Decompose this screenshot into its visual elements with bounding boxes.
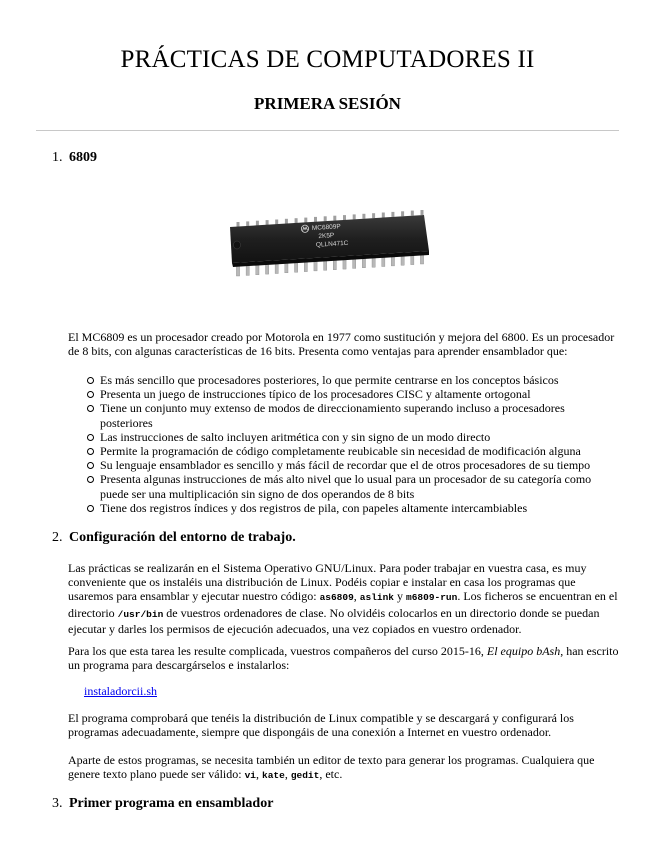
config-paragraph-2 — [68, 644, 620, 672]
horizontal-rule — [36, 130, 619, 131]
page-title: PRÁCTICAS DE COMPUTADORES II — [120, 46, 535, 73]
intro-paragraph: El MC6809 es un procesador creado por Motorola en 1977 como sustitución y mejora del 6800. Es un procesador de 8 bits, con algunas características de 16 bits. Presenta como ventajas para aprender ensamblador que: — [68, 330, 615, 359]
advantage-item: Tiene dos registros índices y dos registros de pila, con papeles altamente intercambiables — [86, 501, 620, 515]
config-paragraph-1 — [68, 561, 620, 636]
code-kate: kate — [262, 770, 285, 782]
chip-pin — [246, 221, 249, 226]
code-m6809-run: m6809-run — [406, 592, 458, 604]
chip-pin — [314, 217, 317, 222]
section-number: 3. — [52, 796, 63, 811]
chip-pin — [266, 220, 269, 225]
chip-pin — [353, 214, 356, 219]
section-title: Configuración del entorno de trabajo. — [69, 530, 296, 545]
section-heading-3 — [52, 796, 273, 812]
chip-pin — [372, 213, 375, 218]
text-span: de vuestros ordenadores de clase. No olvidéis colocarlos en un directorio donde se puedan ejecutar y darles los permisos de ejecución adecuados, una vez copiados en vuestro ordenador. — [68, 605, 600, 636]
code-usr-bin: /usr/bin — [117, 608, 164, 620]
advantages-list — [86, 373, 620, 515]
text-span: . Los ficheros se encuentran en el directorio — [68, 589, 618, 620]
chip-pin — [295, 218, 298, 223]
text-span: , — [353, 589, 360, 604]
chip-pin — [304, 218, 307, 223]
chip-pin — [401, 211, 404, 216]
chip-pin — [256, 221, 259, 226]
chip-pin — [275, 220, 278, 225]
section-title: 6809 — [69, 150, 97, 165]
advantage-item: Presenta algunas instrucciones de más alto nivel que lo usual para un procesador de su categoría como puede ser una multiplicación sin signo de dos operandos de 8 bits — [86, 472, 620, 500]
chip-pin — [324, 216, 327, 221]
config-paragraph-3: El programa comprobará que tenéis la distribución de Linux compatible y se descargará y configurará los programas adecuadamente, siempre que dispongáis de una conexión a Internet en vuestro ordenador. — [68, 711, 574, 740]
chip-pin — [382, 213, 385, 218]
section-number: 1. — [52, 150, 63, 165]
mc6809-chip-image — [224, 205, 434, 285]
chip-marking-2: 2K5P — [318, 232, 335, 241]
chip-pin — [285, 219, 288, 224]
team-name: El equipo bAsh — [486, 644, 561, 658]
text-span: , han escrito un programa para descargárselos e instalarlos: — [68, 644, 619, 673]
code-aslink: aslink — [359, 592, 395, 604]
text-span: y — [394, 589, 407, 604]
section-number: 2. — [52, 530, 63, 545]
advantage-item: Permite la programación de código completamente reubicable sin necesidad de modificación alguna — [86, 444, 620, 458]
page-subtitle: PRIMERA SESIÓN — [254, 94, 401, 113]
section-heading-1 — [52, 150, 97, 166]
installer-link[interactable]: instaladorcii.sh — [84, 684, 157, 698]
text-span: Para los que esta tarea les resulte complicada, vuestros compañeros del curso 2015-16, — [68, 644, 487, 658]
chip-marking-1: MC6809P — [311, 223, 341, 232]
text-span: , — [284, 767, 291, 782]
advantage-item: Tiene un conjunto muy extenso de modos de direccionamiento superando incluso a procesadores posteriores — [86, 401, 620, 429]
code-vi: vi — [244, 770, 257, 782]
chip-pin — [362, 214, 365, 219]
code-gedit: gedit — [290, 770, 320, 782]
text-span: Aparte de estos programas, se necesita también un editor de texto para generar los programas. Cualquiera que genere texto plano puede ser válido: — [68, 753, 595, 782]
text-span: , etc. — [319, 767, 343, 782]
advantage-item: Las instrucciones de salto incluyen aritmética con y sin signo de un modo directo — [86, 430, 620, 444]
chip-pin — [333, 216, 336, 221]
text-span: , — [256, 767, 263, 782]
advantage-item: Su lenguaje ensamblador es sencillo y más fácil de recordar que el de otros procesadores de su tiempo — [86, 458, 620, 472]
chip-marking-3: QLLN471C — [315, 239, 349, 249]
section-title: Primer programa en ensamblador — [69, 796, 274, 811]
section-heading-2 — [52, 530, 296, 546]
chip-pin — [411, 211, 414, 216]
code-as6809: as6809 — [319, 592, 354, 604]
advantage-item: Presenta un juego de instrucciones típico de los procesadores CISC y altamente ortogonal — [86, 387, 620, 401]
chip-pin — [421, 210, 424, 215]
chip-pin — [391, 212, 394, 217]
config-paragraph-4 — [68, 753, 620, 783]
chip-pin — [343, 215, 346, 220]
chip-pin — [237, 222, 240, 227]
advantage-item: Es más sencillo que procesadores posteriores, lo que permite centrarse en los conceptos básicos — [86, 373, 620, 387]
text-span: Las prácticas se realizarán en el Sistema Operativo GNU/Linux. Para poder trabajar en vuestra casa, es muy conveniente que os instaléis una distribución de Linux. Podéis copiar e instalar en casa los programas que usaremos para ensamblar y ejecutar nuestro código: — [68, 561, 587, 604]
